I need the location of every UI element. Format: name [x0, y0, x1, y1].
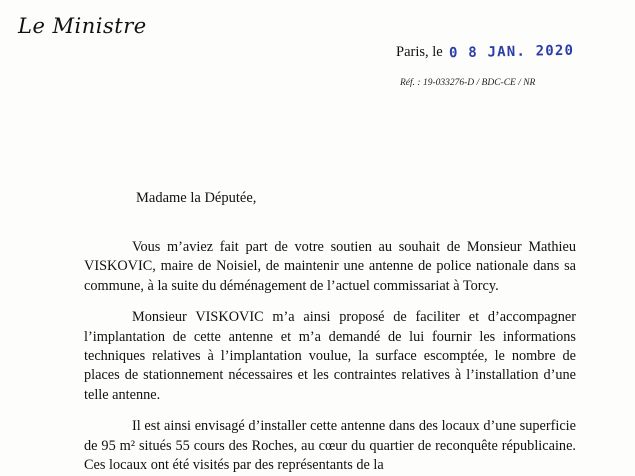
paragraph: Vous m’aviez fait part de votre soutien au souhait de Monsieur Mathieu VISKOVIC, maire de Noisiel, de maintenir une antenne de police nationale dans sa commune, à la suite du déménagement de l’actuel commissariat à Torcy.: [84, 239, 576, 294]
date-line: [396, 44, 574, 61]
date-stamp: 0 8 JAN. 2020: [448, 42, 575, 62]
paragraph: Monsieur VISKOVIC m’a ainsi proposé de faciliter et d’accompagner l’implantation de cette antenne et m’a demandé de lui fournir les informations techniques relatives à l’implantation voulue, la surface escomptée, le nombre de places de stationnement nécessaires et les contraintes relatives à l’installation d’une telle antenne.: [84, 309, 576, 403]
letterhead-title: Le Ministre: [18, 14, 147, 38]
paragraph: Il est ainsi envisagé d’installer cette antenne dans des locaux d’une superficie de 95 m² situés 55 cours des Roches, au cœur du quartier de reconquête républicaine. Ces locaux ont été visités par des représentants de la: [84, 418, 576, 474]
salutation: Madame la Députée,: [136, 190, 257, 206]
date-prefix-label: Paris, le: [396, 44, 443, 60]
reference-number: Réf. : 19-033276-D / BDC-CE / NR: [400, 78, 536, 88]
letter-body: [84, 238, 576, 475]
